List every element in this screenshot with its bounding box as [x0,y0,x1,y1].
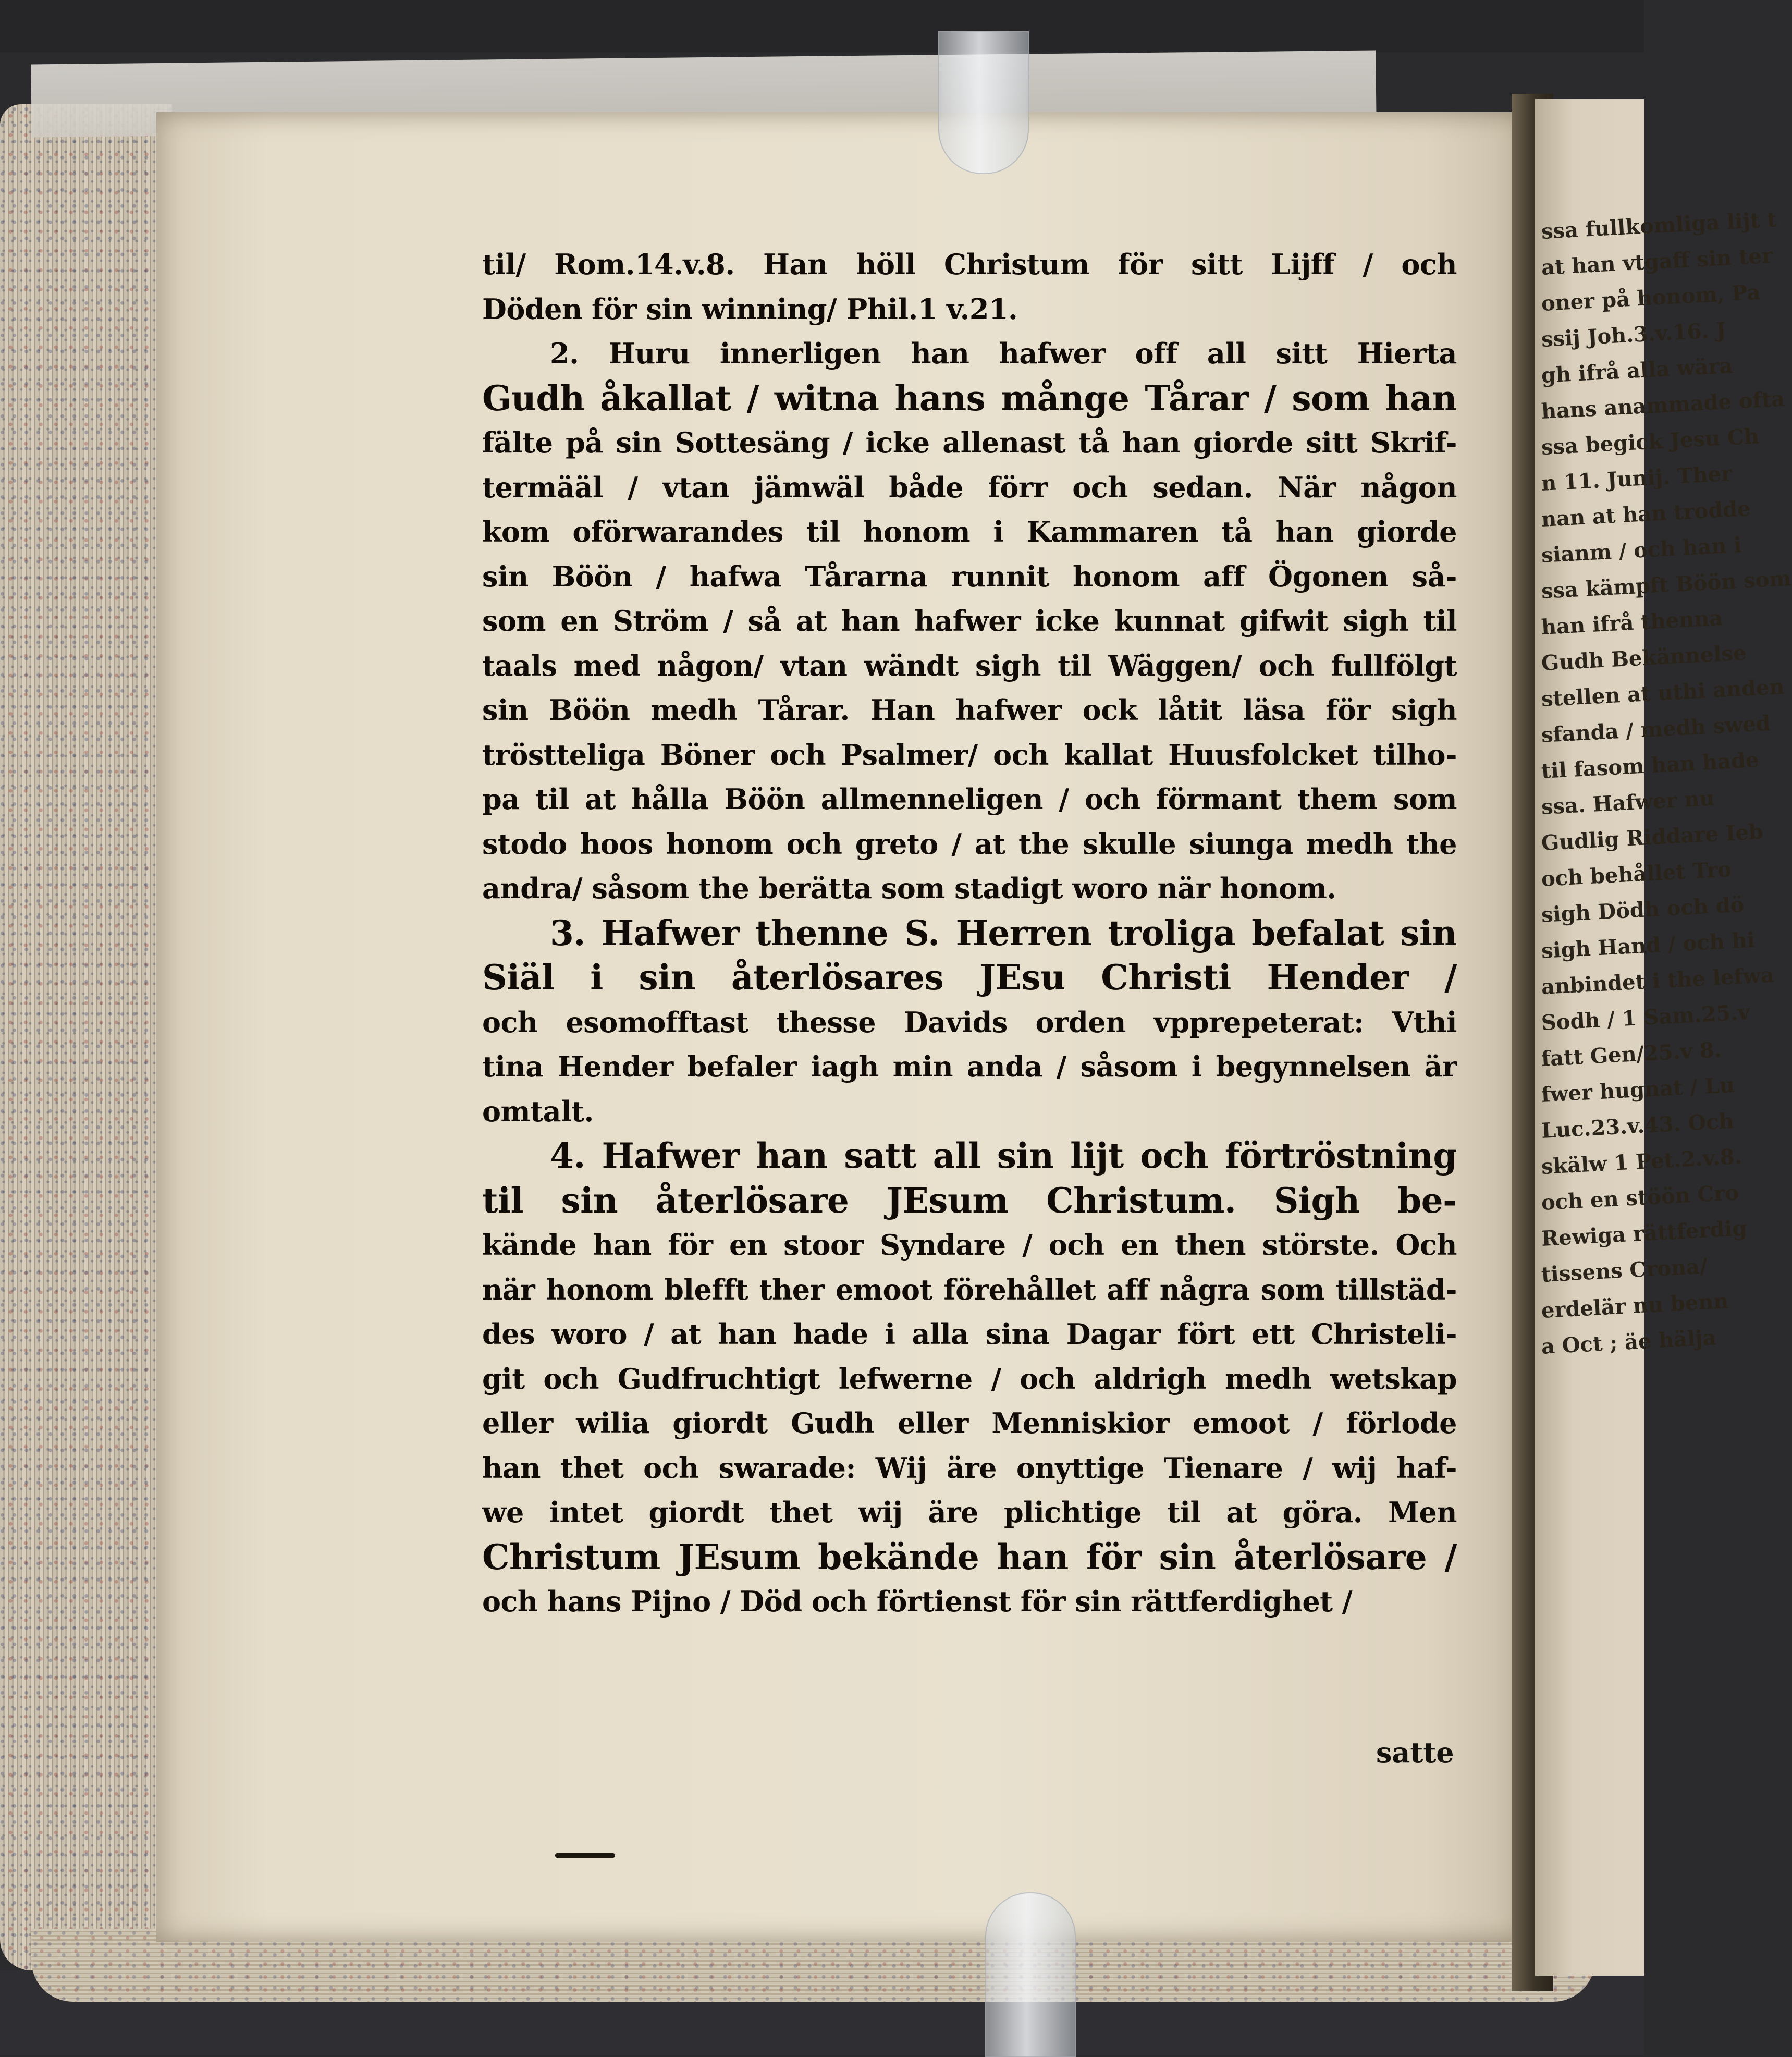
catchword: satte [1376,1736,1454,1769]
facing-text-line: oner på honom, Pa [1540,280,1761,316]
facing-page-fragment [1535,99,1792,1976]
text-line: tröstteliga Böner och Psalmer/ och kallat Huusfolcket tilho- [482,738,1457,772]
text-line: och hans Pijno / Död och förtienst för sin rättferdighet / [482,1585,1353,1618]
facing-text-line: tissens Crona/ [1540,1254,1708,1287]
facing-text-line: at han vtgaff sin ter [1540,243,1774,280]
text-line: och esomofftast thesse Davids orden vpprepeterat: Vthi [482,1005,1457,1039]
facing-text-line: n 11. Junij. Ther [1540,461,1733,496]
text-line: til sin återlösare JEsum Christum. Sigh be- [482,1180,1457,1221]
facing-text-line: sfanda / medh swed [1540,711,1771,748]
text-line: Siäl i sin återlösares JEsu Christi Hender / [482,957,1457,998]
facing-text-line: sianm / och han i [1540,532,1742,568]
facing-text-line: erdelär nu benn [1540,1289,1729,1323]
text-line: när honom blefft ther emoot förehållet aff några som tillstäd- [482,1272,1457,1306]
text-line: git och Gudfruchtigt lefwerne / och aldrigh medh wetskap [482,1362,1457,1395]
page-clip-bottom [985,1892,1076,2057]
facing-page-lines [1540,207,1792,1365]
text-line: pa til at hålla Böön allmenneligen / och förmant them som [482,782,1457,816]
text-line: we intet giordt thet wij äre plichtige til at göra. Men [482,1496,1457,1529]
text-line: Döden för sin winning/ Phil.1 v.21. [482,292,1018,326]
text-line: 3. Hafwer thenne S. Herren troliga befalat sin [550,912,1457,953]
facing-text-line: anbindet i the lefwa [1540,962,1775,999]
facing-text-line: Gudlig Riddare Ieb [1540,819,1764,855]
text-line: til/ Rom.14.v.8. Han höll Christum för sitt Lijff / och [482,248,1457,281]
facing-text-line: ssa. Hafwer nu [1540,786,1715,819]
text-line: fälte på sin Sottesäng / icke allenast tå han giorde sitt Skrif- [482,426,1457,459]
text-line: 4. Hafwer han satt all sin lijt och förtröstning [550,1135,1457,1176]
text-line: 2. Huru innerligen han hafwer off all sitt Hierta [550,337,1457,370]
text-line: kom oförwarandes til honom i Kammaren tå han giorde [482,515,1457,548]
facing-text-line: skälw 1 Pet.2.v.8. [1540,1144,1742,1179]
facing-text-line: nan at han trodde [1540,496,1751,532]
text-line: omtalt. [482,1094,594,1128]
body-text [482,242,1457,1624]
text-line: sin Böön medh Tårar. Han hafwer ock låtit läsa för sigh [482,693,1457,727]
text-line: des woro / at han hade i alla sina Dagar fört ett Christeli- [482,1317,1457,1351]
facing-text-line: stellen at uthi anden [1540,674,1785,712]
facing-text-line: Luc.23.v.43. Och [1540,1108,1735,1143]
text-line: han thet och swarade: Wij äre onyttige Tienare / wij haf- [482,1451,1457,1485]
facing-text-line: til fasom han hade [1540,748,1760,783]
text-line: kände han för en stoor Syndare / och en then störste. Och [482,1228,1457,1262]
text-line: som en Ström / så at han hafwer icke kunnat gifwit sigh til [482,604,1457,638]
facing-text-line: Gudh Bekännelse [1540,640,1747,676]
facing-text-line: ssa kämpft Böön som [1540,566,1792,604]
text-line: Christum JEsum bekände han för sin återlösare / [482,1536,1457,1577]
dark-backdrop-top [0,0,1644,52]
text-line: taals med någon/ vtan wändt sigh til Wäggen/ och fullfölgt [482,648,1457,682]
page-block-edge [0,104,172,1970]
facing-text-line: ssa fullkomliga lijt t [1540,207,1777,244]
page-clip-top [938,31,1029,174]
facing-text-line: och behållet Tro [1540,856,1733,891]
facing-text-line: a Oct ; äe hälja [1540,1325,1717,1359]
facing-text-line: Rewiga rättferdig [1540,1216,1748,1251]
facing-text-line: fwer hugnat / Lu [1540,1072,1736,1107]
text-line: eller wilia giordt Gudh eller Menniskior emoot / förlode [482,1406,1457,1440]
facing-text-line: gh ifrå alla wära [1540,353,1734,388]
facing-text-line: ssa begick Jesu Ch [1540,424,1760,460]
facing-text-line: fatt Gen/25.v 8. [1540,1037,1722,1071]
text-line: termääl / vtan jämwäl både förr och sedan. När någon [482,470,1457,504]
facing-text-line: sigh Hand / och hi [1540,927,1756,963]
text-line: andra/ såsom the berätta som stadigt woro när honom. [482,872,1336,905]
facing-text-line: och en stöön Cro [1540,1180,1740,1215]
facing-text-line: ssij Joh.3.v.16. J [1540,317,1727,352]
text-line: stodo hoos honom och greto / at the skulle siunga medh the [482,827,1457,861]
facing-text-line: Sodh / 1 Sam.25.v [1540,1000,1751,1035]
facing-text-line: han ifrå thenna [1540,605,1724,640]
text-line: sin Böön / hafwa Tårarna runnit honom aff Ögonen så- [482,559,1457,593]
facing-text-line: hans anammade ofta [1540,386,1786,424]
text-line: tina Hender befaler iagh min anda / såsom i begynnelsen är [482,1050,1457,1083]
ornament-dash [555,1853,615,1858]
facing-text-line: sigh Dödh och dö [1540,892,1745,927]
text-line: Gudh åkallat / witna hans månge Tårar / som han [482,377,1457,419]
